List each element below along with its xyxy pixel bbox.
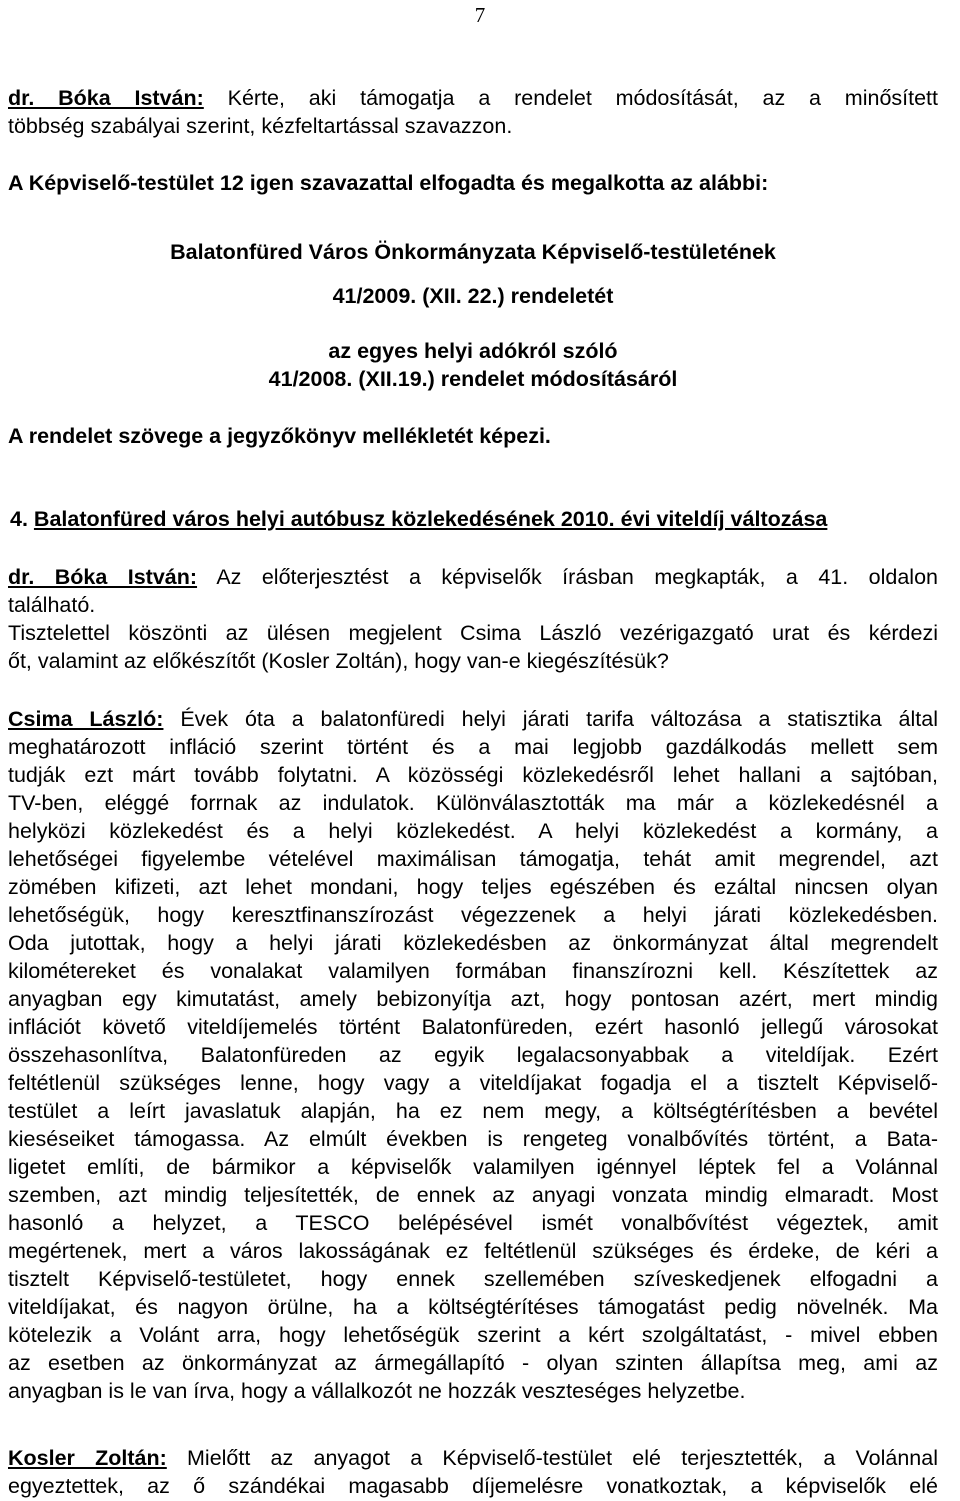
csima-line-16: kieséseiket támogassa. Az elmúlt években is rengeteg vonalbővítés történt, a Bata- xyxy=(8,1127,938,1151)
csima-line-12: inflációt követő viteldíjemelés történt Balatonfüreden, ezért hasonló jellegű városokat xyxy=(8,1015,938,1039)
agenda-item-title: Balatonfüred város helyi autóbusz közlekedésének 2010. évi viteldíj változása xyxy=(33,507,828,531)
csima-line-11: anyagban egy kimutatást, amely bebizonyítja azt, hogy pontosan azért, mert mindig xyxy=(8,987,938,1011)
kosler-line-2: egyeztettek, az ő szándékai magasabb díjemelésre vonatkoztak, a képviselők elé xyxy=(8,1474,938,1498)
intro-paragraph xyxy=(8,84,938,140)
intro-line-2: többség szabályai szerint, kézfeltartással szavazzon. xyxy=(8,114,513,138)
speaker-name: dr. Bóka István: xyxy=(8,86,204,110)
boka-line-4: őt, valamint az előkészítőt (Kosler Zoltán), hogy van-e kiegészítésük? xyxy=(8,649,669,673)
boka-paragraph xyxy=(8,563,938,675)
speaker-name: dr. Bóka István: xyxy=(8,565,198,589)
csima-line-22: viteldíjakat, és nagyon örülne, ha a költségtérítéses támogatást pedig növelnék. Ma xyxy=(8,1295,938,1319)
csima-line-25: anyagban is le van írva, hogy a vállalkozót ne hozzák veszteséges helyzetbe. xyxy=(8,1379,746,1403)
boka-line-1: dr. Bóka István: Az előterjesztést a képviselők írásban megkapták, a 41. oldalon xyxy=(8,565,938,589)
agenda-item-number: 4. xyxy=(10,507,28,531)
csima-line-2: meghatározott infláció szerint történt és a mai legjobb gazdálkodás mellett sem xyxy=(8,735,938,759)
csima-line-19: hasonló a helyzet, a TESCO belépésével ismét vonalbővítést végeztek, amit xyxy=(8,1211,938,1235)
csima-line-23: kötelezik a Volánt arra, hogy lehetőségük szerint a kért szolgáltatást, - mivel ebben xyxy=(8,1323,938,1347)
resolution-statement: A Képviselő-testület 12 igen szavazattal elfogadta és megalkotta az alábbi: xyxy=(8,171,769,195)
csima-line-15: testület a leírt javaslatuk alapján, ha ez nem megy, a költségtérítésben a bevétel xyxy=(8,1099,938,1123)
csima-line-6: lehetőségei figyelembe vételével maximálisan támogatja, tehát amit megrendel, azt xyxy=(8,847,938,871)
decree-subject-line-1: az egyes helyi adókról szóló xyxy=(328,339,618,363)
decree-number: 41/2009. (XII. 22.) rendeletét xyxy=(332,284,614,308)
speaker-name: Kosler Zoltán: xyxy=(8,1446,167,1470)
csima-line-18: szemben, azt mindig teljesítették, de ennek az anyagi vonzata mindig elmaradt. Most xyxy=(8,1183,938,1207)
csima-line-9: Oda jutottak, hogy a helyi járati közlekedésben az önkormányzat által megrendelt xyxy=(8,931,938,955)
agenda-item-heading xyxy=(10,505,958,533)
decree-issuer: Balatonfüred Város Önkormányzata Képviselő-testületének xyxy=(170,240,776,264)
decree-subject-line-2: 41/2008. (XII.19.) rendelet módosításáról xyxy=(268,367,678,391)
csima-line-24: az esetben az önkormányzat az ármegállapító - olyan szinten állapítsa meg, ami az xyxy=(8,1351,938,1375)
csima-line-17: ligetet említi, de bármikor a képviselők valamilyen igénnyel léptek fel a Volánnal xyxy=(8,1155,938,1179)
kosler-line-1: Kosler Zoltán: Mielőtt az anyagot a Képviselő-testület elé terjesztették, a Volánnal xyxy=(8,1446,938,1470)
csima-line-21: tisztelt Képviselő-testületet, hogy ennek szellemében szíveskedjenek elfogadni a xyxy=(8,1267,938,1291)
csima-line-14: feltétlenül szükséges lenne, hogy vagy a viteldíjakat fogadja el a tisztelt Képviselő- xyxy=(8,1071,938,1095)
csima-line-3: tudják ezt márt tovább folytatni. A közösségi közlekedésről lehet hallani a sajtóban, xyxy=(8,763,938,787)
csima-line-5: helyközi közlekedést és a helyi közlekedést. A helyi közlekedést a kormány, a xyxy=(8,819,938,843)
csima-line-8: lehetőségük, hogy keresztfinanszírozást végezzenek a helyi járati közlekedésben. xyxy=(8,903,938,927)
csima-line-4: TV-ben, eléggé forrnak az indulatok. Különválasztották ma már a közlekedésnél a xyxy=(8,791,938,815)
csima-line-10: kilométereket és vonalakat valamilyen formában finanszírozni kell. Készítettek az xyxy=(8,959,938,983)
page-number: 7 xyxy=(474,3,486,27)
csima-paragraph xyxy=(8,705,938,1405)
kosler-paragraph xyxy=(8,1444,938,1500)
csima-line-20: megértenek, mert a város lakosságának ez feltétlenül szükséges és érdeke, de kéri a xyxy=(8,1239,938,1263)
csima-line-13: összehasonlítva, Balatonfüreden az egyik legalacsonyabbak a viteldíjak. Ezért xyxy=(8,1043,938,1067)
intro-line-1: dr. Bóka István: Kérte, aki támogatja a rendelet módosítását, az a minősített xyxy=(8,86,939,110)
csima-line-1: Csima László: Évek óta a balatonfüredi helyi járati tarifa változása a statisztika által xyxy=(8,707,938,731)
boka-line-2: található. xyxy=(8,593,96,617)
boka-line-3: Tisztelettel köszönti az ülésen megjelent Csima László vezérigazgató urat és kérdezi xyxy=(8,621,938,645)
csima-line-7: zömében kifizeti, azt lehet mondani, hogy teljes egészében és ezáltal nincsen olyan xyxy=(8,875,938,899)
annex-note: A rendelet szövege a jegyzőkönyv mellékletét képezi. xyxy=(8,424,551,448)
speaker-name: Csima László: xyxy=(8,707,164,731)
